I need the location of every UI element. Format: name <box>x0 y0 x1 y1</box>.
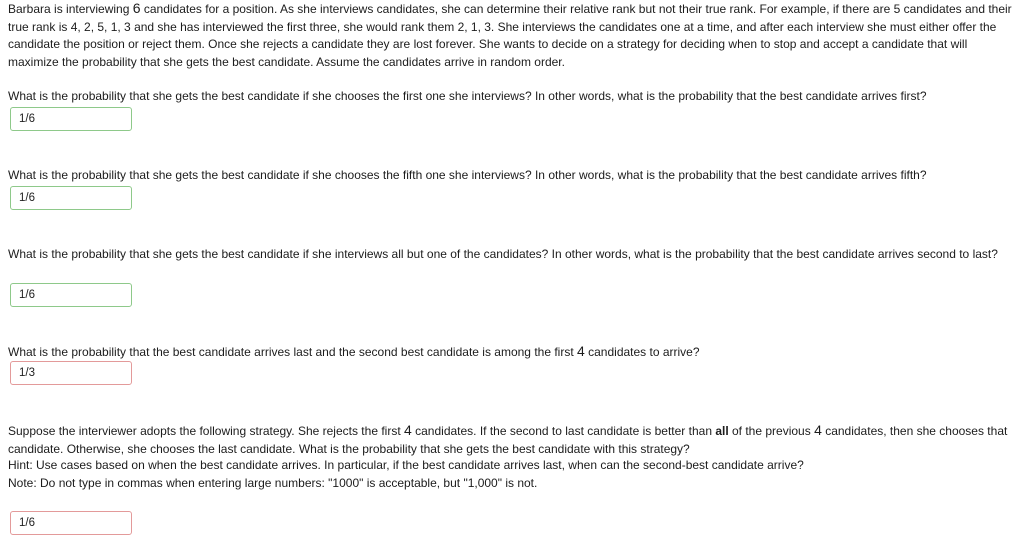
question-3-text: What is the probability that she gets the best candidate if she interviews all but one of the candidates? In other words, what is the probability that the best candidate arrives second to last? <box>8 247 998 261</box>
question-5-text: Suppose the interviewer adopts the following strategy. She rejects the first 4 candidates. If the second to last candidate is better than all of the previous 4 candidates, then she chooses that candidate. Otherwise, she chooses the last candidate. What is the probability that she gets the best candidate with this strategy? <box>8 422 1008 456</box>
problem-intro: Barbara is interviewing 6 candidates for a position. As she interviews candidates, she can determine their relative rank but not their true rank. For example, if there are 5 candidates and their true rank is 4, 2, 5, 1, 3 and she has interviewed the first three, she would rank them 2, 1, 3. She interviews the candidates one at a time, and after each interview she must either offer the candidate the position or reject them. Once she rejects a candidate they are lost forever. She wants to decide on a strategy for deciding when to stop and accept a candidate that will maximize the probability that she gets the best candidate. Assume the candidates arrive in random order. <box>8 0 1012 69</box>
question-1-text: What is the probability that she gets the best candidate if she chooses the first one she interviews? In other words, what is the probability that the best candidate arrives first? <box>8 89 927 103</box>
question-5-hint: Hint: Use cases based on when the best candidate arrives. In particular, if the best candidate arrives last, when can the second-best candidate arrive? <box>8 458 804 472</box>
question-4-answer-input[interactable]: 1/3 <box>10 361 132 385</box>
question-5-answer-input[interactable]: 1/6 <box>10 511 132 535</box>
question-3-answer-input[interactable]: 1/6 <box>10 283 132 307</box>
question-4-text: What is the probability that the best candidate arrives last and the second best candidate is among the first 4 candidates to arrive? <box>8 343 700 359</box>
candidate-count: 6 <box>132 0 141 16</box>
question-5-note: Note: Do not type in commas when entering large numbers: "1000" is acceptable, but "1,000" is not. <box>8 476 538 490</box>
question-2-text: What is the probability that she gets the best candidate if she chooses the fifth one she interviews? In other words, what is the probability that the best candidate arrives fifth? <box>8 168 927 182</box>
question-2-answer-input[interactable]: 1/6 <box>10 186 132 210</box>
question-1-answer-input[interactable]: 1/6 <box>10 107 132 131</box>
